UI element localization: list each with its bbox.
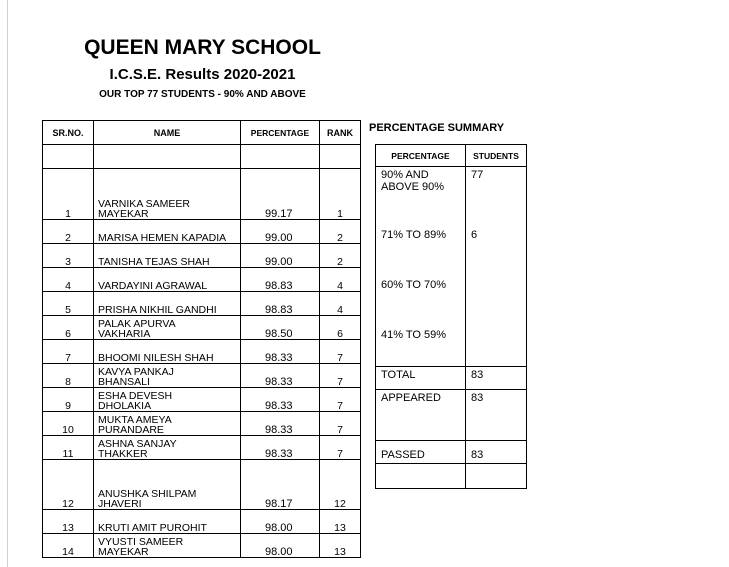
sr-no-cell: 1 (43, 169, 94, 220)
name-line: KRUTI AMIT PUROHIT (98, 522, 207, 534)
name-line: PALAK APURVA (98, 318, 176, 330)
rank-cell: 6 (320, 316, 361, 340)
name-line: MAYEKAR (98, 208, 149, 220)
rank-cell: 7 (320, 340, 361, 364)
name-cell (94, 220, 241, 244)
range-count (466, 312, 527, 367)
range-label: 60% TO 70% (381, 278, 447, 291)
rank-cell: 1 (320, 169, 361, 220)
rank-cell: 7 (320, 364, 361, 388)
name-line: MUKTA AMEYA (98, 414, 172, 426)
name-line: JHAVERI (98, 498, 142, 510)
summary-passed-row (376, 441, 527, 464)
percentage-cell: 98.50 (241, 316, 320, 340)
percentage-cell: 98.33 (241, 412, 320, 436)
summary-col-students: STUDENTS (466, 145, 527, 167)
name-line: MAYEKAR (98, 546, 149, 558)
summary-range-row (376, 167, 527, 212)
col-name: NAME (94, 121, 241, 145)
rank-cell: 13 (320, 510, 361, 534)
results-subtitle: I.C.S.E. Results 2020-2021 (109, 66, 296, 83)
col-sr-no: SR.NO. (43, 121, 94, 145)
total-value: 83 (466, 367, 527, 390)
name-line: BHOOMI NILESH SHAH (98, 352, 214, 364)
rank-cell: 4 (320, 268, 361, 292)
total-label: TOTAL (376, 367, 466, 390)
name-cell (94, 268, 241, 292)
rank-cell: 7 (320, 388, 361, 412)
name-line: BHANSALI (98, 376, 150, 388)
rank-cell: 2 (320, 220, 361, 244)
sr-no-cell: 9 (43, 388, 94, 412)
percentage-cell: 98.00 (241, 534, 320, 558)
percentage-cell: 98.33 (241, 364, 320, 388)
name-line: PRISHA NIKHIL GANDHI (98, 304, 217, 316)
school-title: QUEEN MARY SCHOOL (84, 36, 321, 59)
page-edge (7, 0, 8, 567)
name-line: VARDAYINI AGRAWAL (98, 280, 208, 292)
results-blank-row (43, 145, 361, 169)
range-count: 6 (466, 212, 527, 262)
name-line: MARISA HEMEN KAPADIA (98, 232, 227, 244)
table-row (43, 268, 361, 292)
name-line: VYUSTI SAMEER (98, 536, 184, 548)
sr-no-cell: 14 (43, 534, 94, 558)
table-row (43, 316, 361, 340)
summary-range-row (376, 212, 527, 262)
results-header-row (43, 121, 361, 145)
table-row (43, 244, 361, 268)
summary-blank-row (376, 464, 527, 489)
table-row (43, 169, 361, 220)
percentage-cell: 99.00 (241, 220, 320, 244)
name-cell (94, 244, 241, 268)
name-cell (94, 316, 241, 340)
sr-no-cell: 10 (43, 412, 94, 436)
sr-no-cell: 8 (43, 364, 94, 388)
name-line: TANISHA TEJAS SHAH (98, 256, 210, 268)
results-table (42, 120, 361, 558)
name-line: KAVYA PANKAJ (98, 366, 174, 378)
name-cell (94, 388, 241, 412)
percentage-cell: 98.00 (241, 510, 320, 534)
appeared-label: APPEARED (376, 390, 466, 441)
range-label: 71% TO 89% (381, 228, 447, 241)
name-line: ANUSHKA SHILPAM (98, 488, 197, 500)
table-row (43, 534, 361, 558)
name-line: VAKHARIA (98, 328, 151, 340)
rank-cell: 7 (320, 436, 361, 460)
name-cell (94, 534, 241, 558)
rank-cell: 13 (320, 534, 361, 558)
name-cell (94, 169, 241, 220)
name-cell (94, 460, 241, 510)
rank-cell: 4 (320, 292, 361, 316)
name-cell (94, 510, 241, 534)
rank-cell: 2 (320, 244, 361, 268)
summary-table (375, 144, 527, 489)
percentage-cell: 98.83 (241, 268, 320, 292)
appeared-value: 83 (466, 390, 527, 441)
table-row (43, 292, 361, 316)
name-line: VARNIKA SAMEER (98, 198, 190, 210)
rank-cell: 12 (320, 460, 361, 510)
col-rank: RANK (320, 121, 361, 145)
name-line: ASHNA SANJAY (98, 438, 177, 450)
passed-label: PASSED (376, 441, 466, 464)
range-label: 90% AND (381, 169, 429, 181)
name-cell (94, 340, 241, 364)
sr-no-cell: 5 (43, 292, 94, 316)
name-cell (94, 364, 241, 388)
percentage-cell: 99.17 (241, 169, 320, 220)
table-row (43, 436, 361, 460)
range-label: 41% TO 59% (381, 328, 447, 341)
table-row (43, 220, 361, 244)
table-row (43, 340, 361, 364)
passed-value: 83 (466, 441, 527, 464)
name-line: THAKKER (98, 448, 148, 460)
name-cell (94, 436, 241, 460)
summary-appeared-row (376, 390, 527, 441)
name-line: PURANDARE (98, 424, 164, 436)
range-label: ABOVE 90% (381, 181, 444, 193)
sr-no-cell: 13 (43, 510, 94, 534)
name-line: DHOLAKIA (98, 400, 152, 412)
name-line: ESHA DEVESH (98, 390, 173, 402)
summary-title: PERCENTAGE SUMMARY (369, 122, 505, 134)
range-count: 77 (466, 167, 527, 212)
percentage-cell: 98.83 (241, 292, 320, 316)
top-students-tagline: OUR TOP 77 STUDENTS - 90% AND ABOVE (99, 89, 306, 100)
summary-col-percentage: PERCENTAGE (376, 145, 466, 167)
sr-no-cell: 11 (43, 436, 94, 460)
summary-range-row (376, 312, 527, 367)
table-row (43, 460, 361, 510)
percentage-cell: 98.17 (241, 460, 320, 510)
percentage-cell: 98.33 (241, 436, 320, 460)
name-cell (94, 412, 241, 436)
sr-no-cell: 6 (43, 316, 94, 340)
summary-range-row (376, 262, 527, 312)
name-cell (94, 292, 241, 316)
sr-no-cell: 4 (43, 268, 94, 292)
table-row (43, 388, 361, 412)
percentage-cell: 98.33 (241, 388, 320, 412)
sr-no-cell: 3 (43, 244, 94, 268)
range-count (466, 262, 527, 312)
col-percentage: PERCENTAGE (241, 121, 320, 145)
table-row (43, 412, 361, 436)
summary-header-row (376, 145, 527, 167)
table-row (43, 510, 361, 534)
table-row (43, 364, 361, 388)
sr-no-cell: 7 (43, 340, 94, 364)
percentage-cell: 99.00 (241, 244, 320, 268)
percentage-cell: 98.33 (241, 340, 320, 364)
sr-no-cell: 2 (43, 220, 94, 244)
rank-cell: 7 (320, 412, 361, 436)
summary-total-row (376, 367, 527, 390)
sr-no-cell: 12 (43, 460, 94, 510)
